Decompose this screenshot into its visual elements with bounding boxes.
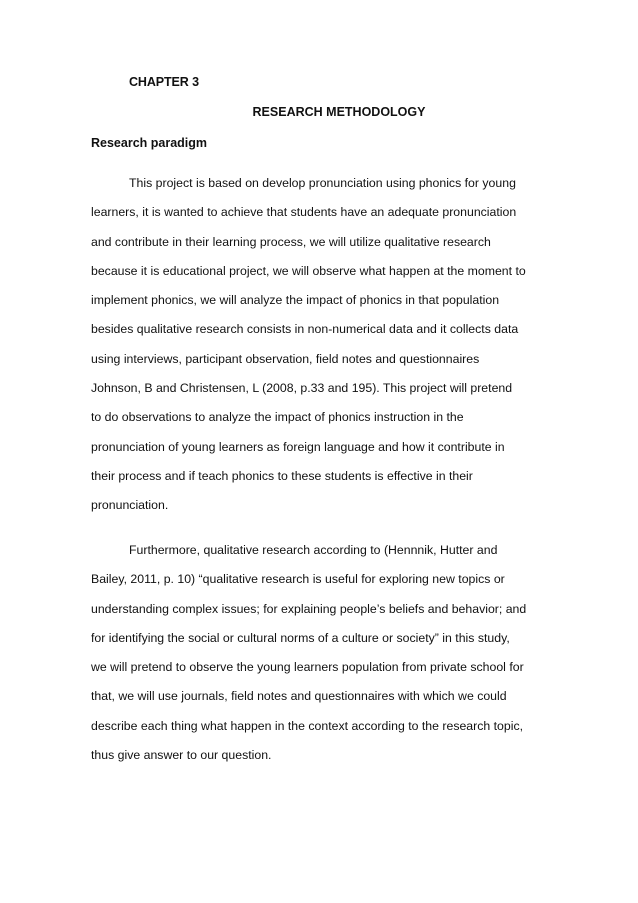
paragraph-line: their process and if teach phonics to these students is effective in their <box>91 468 473 483</box>
paragraph-line: describe each thing what happen in the context according to the research topic, <box>91 718 524 733</box>
paragraph-line: for identifying the social or cultural norms of a culture or society” in this study, <box>91 630 510 645</box>
chapter-label: CHAPTER 3 <box>129 75 199 89</box>
paragraph-line: besides qualitative research consists in non-numerical data and it collects data <box>91 322 519 337</box>
paragraph-line: that, we will use journals, field notes and questionnaires with which we could <box>91 689 507 704</box>
page-title: RESEARCH METHODOLOGY <box>252 105 426 119</box>
section-heading: Research paradigm <box>91 136 208 150</box>
paragraph-line: understanding complex issues; for explaining people’s beliefs and behavior; and <box>91 601 527 616</box>
paragraph-line: to do observations to analyze the impact of phonics instruction in the <box>91 410 464 425</box>
paragraph-line: and contribute in their learning process, we will utilize qualitative research <box>91 234 491 249</box>
paragraph-line: thus give answer to our question. <box>91 748 272 763</box>
paragraph-line: we will pretend to observe the young learners population from private school for <box>91 660 524 675</box>
paragraph-line: Bailey, 2011, p. 10) “qualitative research is useful for exploring new topics or <box>91 572 505 587</box>
paragraph-line: using interviews, participant observation, field notes and questionnaires <box>91 351 480 366</box>
paragraph-line: pronunciation of young learners as foreign language and how it contribute in <box>91 439 505 454</box>
paragraph-line: because it is educational project, we will observe what happen at the moment to <box>91 263 526 278</box>
paragraph-line: pronunciation. <box>91 498 169 513</box>
paragraph-line: learners, it is wanted to achieve that students have an adequate pronunciation <box>91 205 517 220</box>
paragraph-line: Johnson, B and Christensen, L (2008, p.33 and 195). This project will pretend <box>91 381 513 396</box>
paragraph-line: Furthermore, qualitative research according to (Hennnik, Hutter and <box>129 543 498 557</box>
paragraph-line: implement phonics, we will analyze the impact of phonics in that population <box>91 293 500 308</box>
paragraph-1 <box>91 169 551 521</box>
paragraph-2 <box>91 536 551 770</box>
paragraph-line: This project is based on develop pronunciation using phonics for young <box>129 176 516 190</box>
